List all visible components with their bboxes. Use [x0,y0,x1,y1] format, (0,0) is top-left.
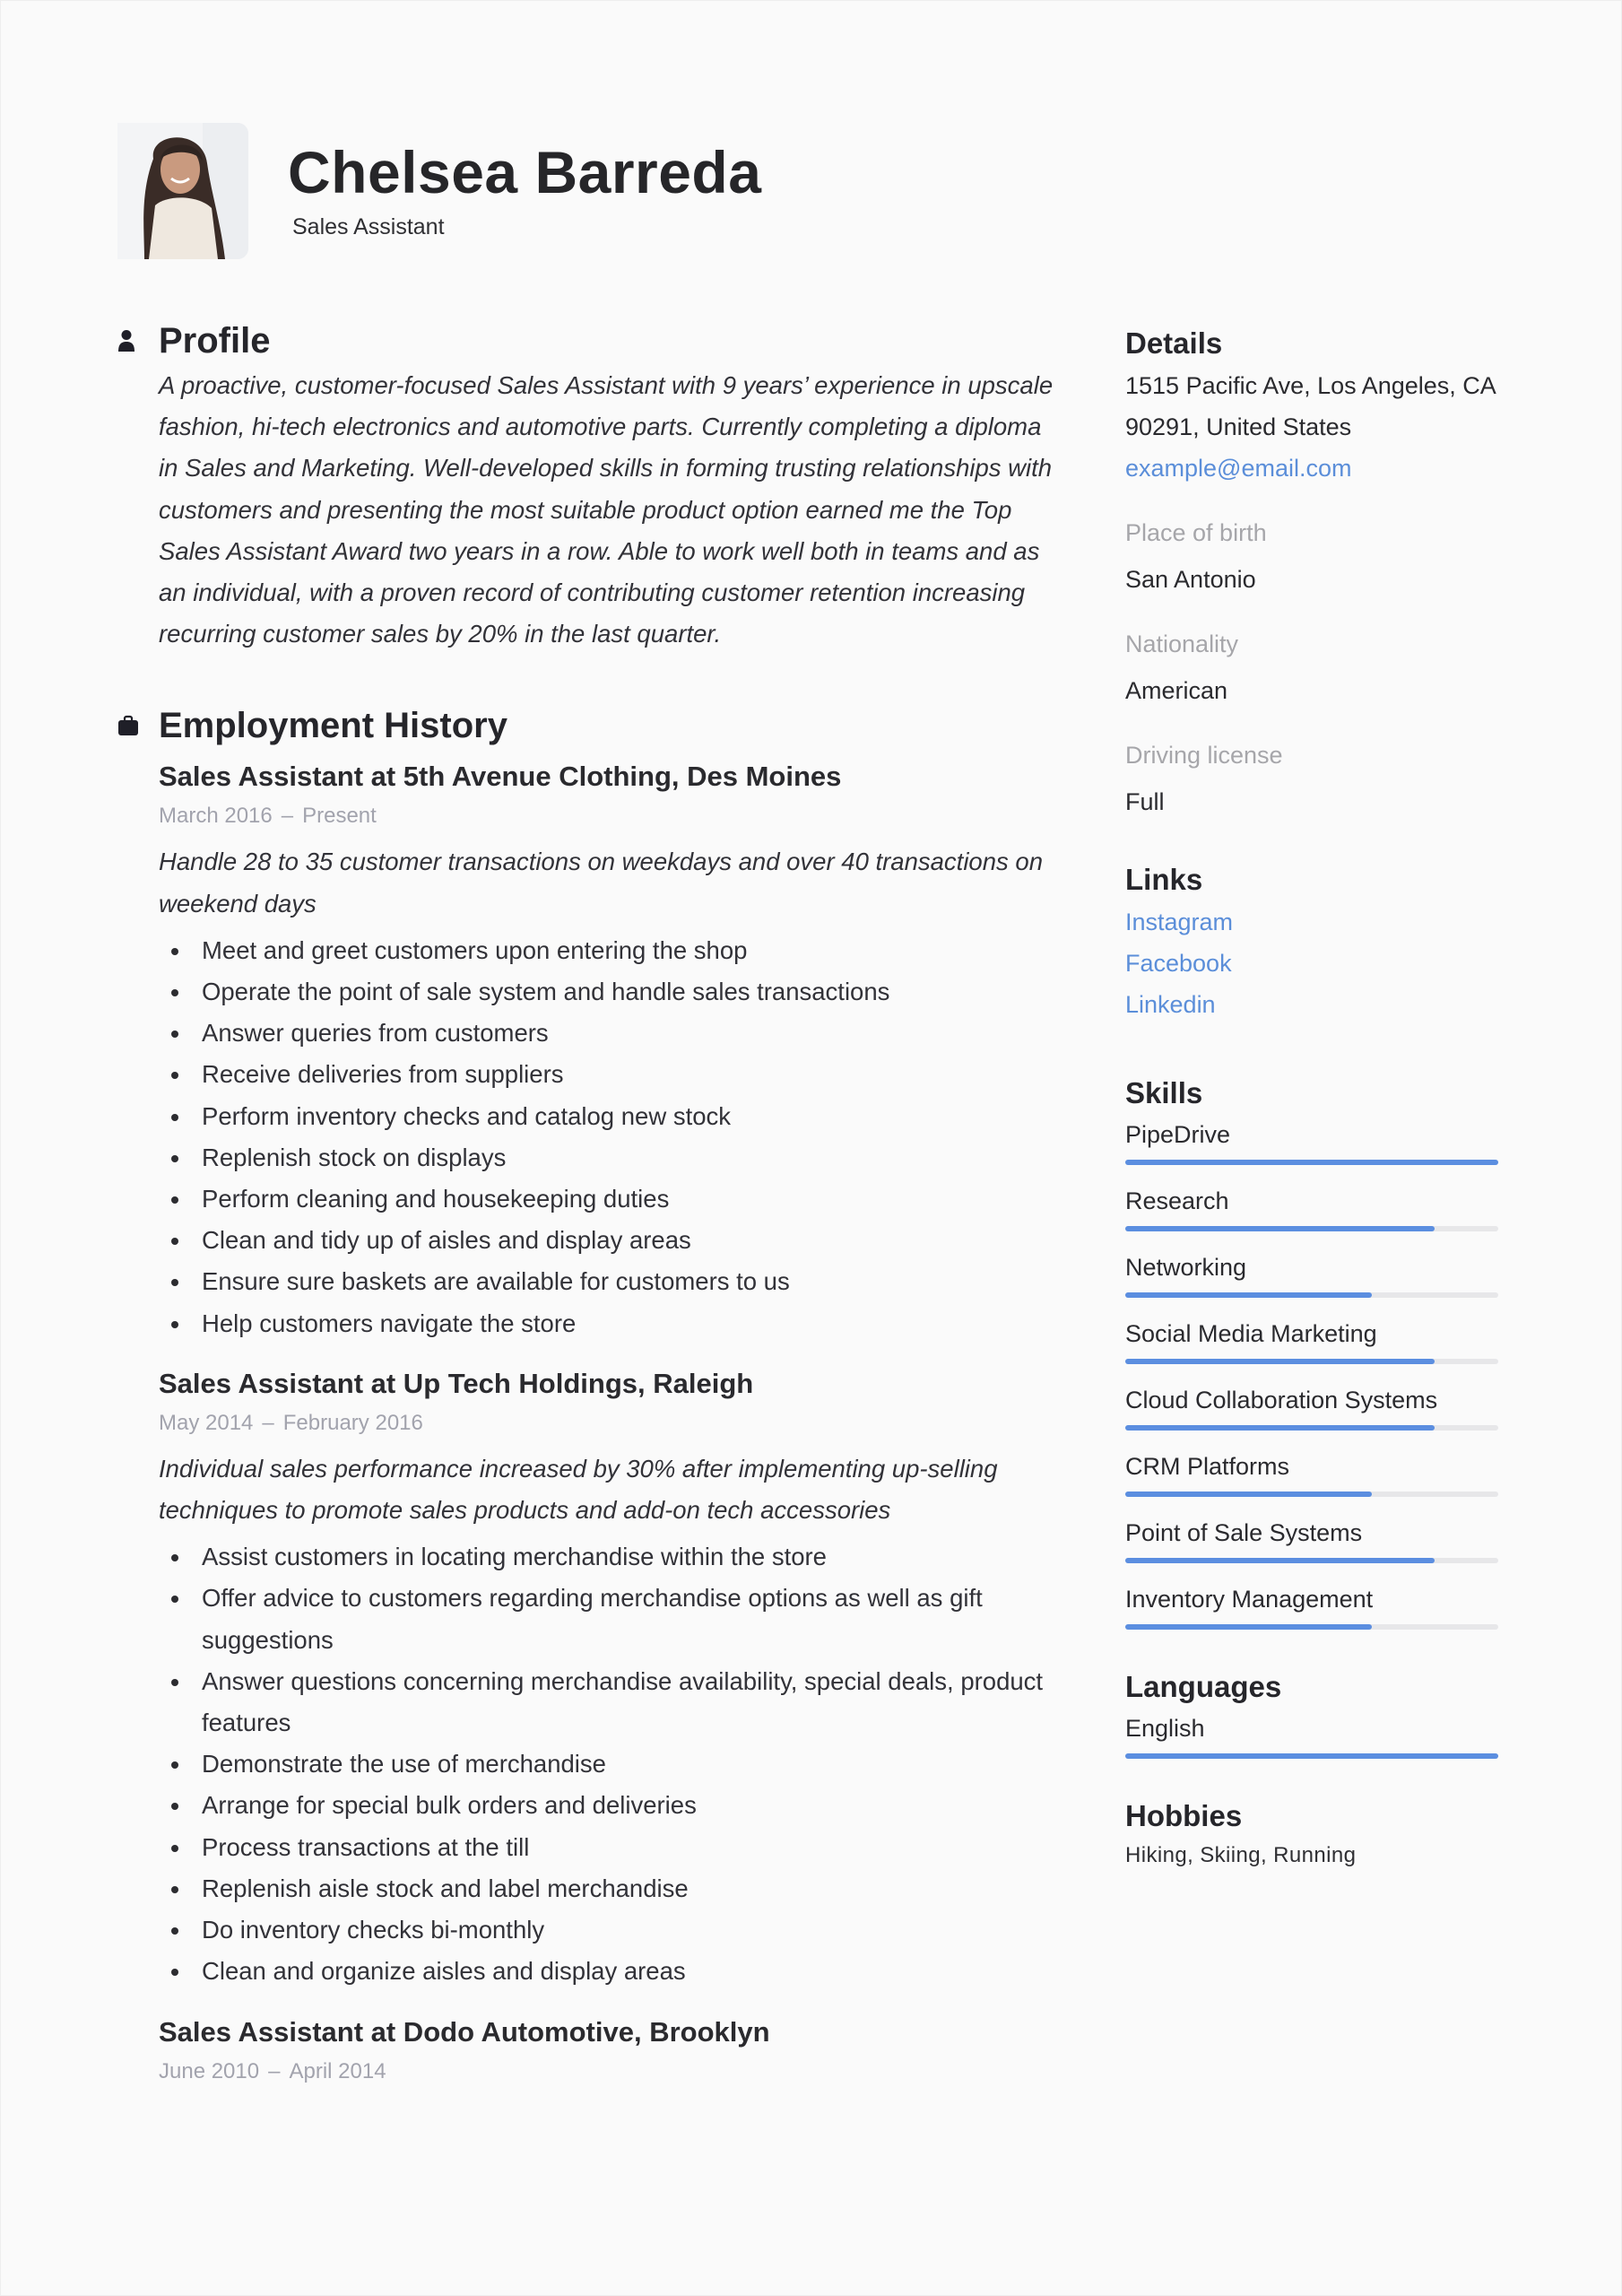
driving-license-label: Driving license [1125,742,1283,769]
employment-heading [117,701,1059,750]
language-level-bar [1125,1753,1498,1759]
skill-item [1125,1115,1502,1165]
section-title: Profile [159,320,271,361]
skill-level-fill [1125,1624,1372,1630]
skill-label: Networking [1125,1254,1247,1281]
facebook-link[interactable]: Facebook [1125,950,1232,977]
hobbies-text: Hiking, Skiing, Running [1125,1843,1357,1867]
job-title: Sales Assistant at 5th Avenue Clothing, Des Moines [159,761,842,793]
skill-level-fill [1125,1160,1498,1165]
instagram-link[interactable]: Instagram [1125,909,1234,935]
list-item: Answer questions concerning merchandise availability, special deals, product features [159,1661,1063,1744]
skill-level-fill [1125,1226,1435,1231]
skill-level-bar [1125,1558,1498,1563]
languages-section [1125,1665,1502,1759]
language-item [1125,1709,1502,1759]
address-line-2: 90291, United States [1125,413,1352,440]
skill-label: CRM Platforms [1125,1453,1290,1480]
job-title: Sales Assistant at Up Tech Holdings, Raleigh [159,1367,754,1399]
skills-section [1125,1072,1502,1630]
skill-level-fill [1125,1359,1435,1364]
portrait-image [117,123,248,259]
list-item: Assist customers in locating merchandise within the store [159,1536,1063,1578]
skill-label: PipeDrive [1125,1121,1231,1148]
date-separator: – [281,804,294,829]
list-item: Operate the point of sale system and handle sales transactions [159,971,1063,1013]
skill-item [1125,1248,1502,1298]
employment-section [117,701,1059,2089]
job-start-date: June 2010 [159,2058,260,2083]
skill-item [1125,1380,1502,1431]
list-item: Offer advice to customers regarding merchandise options as well as gift suggestions [159,1578,1063,1660]
skill-level-fill [1125,1492,1372,1497]
profile-summary: A proactive, customer-focused Sales Assistant with 9 years’ experience in upscale fashion, hi-tech electronics and automotive parts. Currently completing a diploma in Sales and Marketing. Well-developed skills in forming trusting relationships with customers and presenting the most suitable product option earned me the Top Sales Assistant Award two years in a row. Able to work well both in teams and as an individual, with a proven record of contributing customer retention increasing recurring customer sales by 20% in the last quarter. [159,371,1054,648]
job-entry [159,757,1059,1344]
details-section [1125,322,1502,822]
job-start-date: May 2014 [159,1410,254,1435]
date-separator: – [268,2058,281,2083]
section-title: Employment History [159,705,507,745]
list-item: Clean and tidy up of aisles and display areas [159,1220,1063,1261]
skill-level-fill [1125,1425,1435,1431]
skill-item [1125,1579,1502,1630]
skill-level-bar [1125,1160,1498,1165]
links-heading: Links [1125,863,1203,896]
languages-heading: Languages [1125,1670,1282,1703]
skill-label: Inventory Management [1125,1586,1374,1613]
skill-level-fill [1125,1292,1372,1298]
list-item: Arrange for special bulk orders and deliveries [159,1785,1063,1826]
skill-level-fill [1125,1558,1435,1563]
list-item: Perform cleaning and housekeeping duties [159,1178,1063,1220]
profile-section [117,317,1059,655]
briefcase-icon [117,715,159,736]
person-icon [117,329,159,352]
profile-heading [117,317,1059,365]
language-level-fill [1125,1753,1498,1759]
job-duties-list [159,930,1059,1344]
place-of-birth-value: San Antonio [1125,566,1256,593]
list-item: Ensure sure baskets are available for customers to us [159,1261,1063,1302]
skill-level-bar [1125,1425,1498,1431]
skill-level-bar [1125,1359,1498,1364]
links-section [1125,858,1502,1025]
job-dates [159,798,1059,834]
skill-item [1125,1447,1502,1497]
profile-photo [117,123,248,259]
driving-license-value: Full [1125,788,1165,815]
job-summary: Handle 28 to 35 customer transactions on weekdays and over 40 transactions on weekend days [159,848,1043,918]
skill-label: Social Media Marketing [1125,1320,1377,1347]
date-separator: – [262,1410,274,1435]
list-item: Meet and greet customers upon entering the shop [159,930,1063,971]
linkedin-link[interactable]: Linkedin [1125,991,1216,1018]
candidate-name: Chelsea Barreda [288,139,762,205]
skill-level-bar [1125,1226,1498,1231]
job-dates [159,2054,1059,2090]
job-dates [159,1405,1059,1441]
skill-level-bar [1125,1492,1498,1497]
list-item: Clean and organize aisles and display areas [159,1951,1063,1992]
skill-label: Research [1125,1187,1229,1214]
skill-item [1125,1513,1502,1563]
email-link[interactable]: example@email.com [1125,455,1352,482]
list-item: Perform inventory checks and catalog new stock [159,1096,1063,1137]
skill-level-bar [1125,1292,1498,1298]
job-entry [159,1364,1059,1993]
nationality-label: Nationality [1125,631,1239,657]
sidebar-column [1125,322,1502,1874]
skill-level-bar [1125,1624,1498,1630]
job-start-date: March 2016 [159,804,273,829]
job-title: Sales Assistant at Dodo Automotive, Brooklyn [159,2015,770,2048]
list-item: Replenish aisle stock and label merchandise [159,1868,1063,1909]
skill-label: Point of Sale Systems [1125,1519,1363,1546]
skill-item [1125,1181,1502,1231]
details-heading: Details [1125,326,1223,360]
job-entry [159,2013,1059,2090]
list-item: Replenish stock on displays [159,1137,1063,1178]
list-item: Answer queries from customers [159,1013,1063,1054]
list-item: Process transactions at the till [159,1827,1063,1868]
skill-label: Cloud Collaboration Systems [1125,1387,1438,1413]
list-item: Receive deliveries from suppliers [159,1054,1063,1095]
job-summary: Individual sales performance increased by 30% after implementing up-selling techniques to promote sales products and add-on tech accessories [159,1454,998,1525]
main-column [117,317,1059,2090]
job-end-date: Present [302,804,377,829]
language-label: English [1125,1715,1205,1742]
skills-heading: Skills [1125,1076,1203,1109]
hobbies-section [1125,1795,1502,1874]
address-line-1: 1515 Pacific Ave, Los Angeles, CA [1125,372,1496,399]
nationality-value: American [1125,677,1228,704]
list-item: Demonstrate the use of merchandise [159,1744,1063,1785]
job-duties-list [159,1536,1059,1992]
skill-item [1125,1314,1502,1364]
job-end-date: February 2016 [282,1410,423,1435]
candidate-title: Sales Assistant [292,214,445,239]
job-end-date: April 2014 [289,2058,386,2083]
list-item: Do inventory checks bi-monthly [159,1909,1063,1951]
list-item: Help customers navigate the store [159,1303,1063,1344]
hobbies-heading: Hobbies [1125,1799,1243,1832]
place-of-birth-label: Place of birth [1125,519,1267,546]
